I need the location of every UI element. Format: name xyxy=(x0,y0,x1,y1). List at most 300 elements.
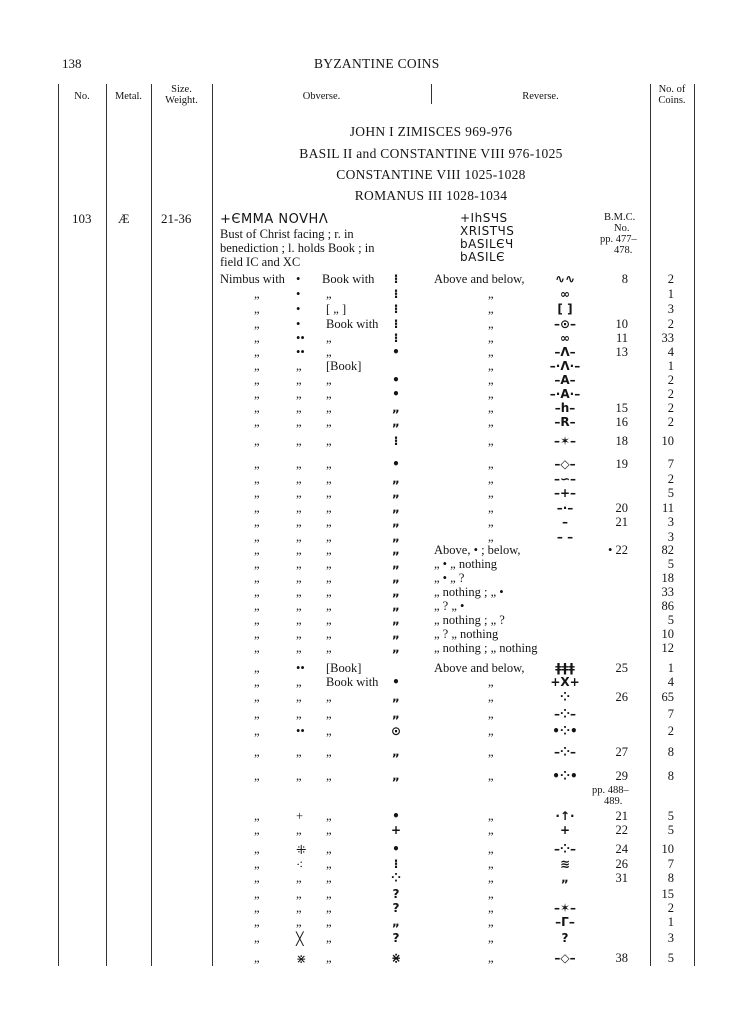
reverse-legend: bASILЄЧ xyxy=(460,237,514,251)
bmc-number: 16 xyxy=(615,415,628,429)
bmc-note: B.M.C. xyxy=(604,212,636,223)
coin-count: 2 xyxy=(667,415,674,429)
reverse-symbol: –✶– xyxy=(553,901,577,915)
section-title: JOHN I ZIMISCES 969-976 xyxy=(349,124,513,139)
reverse-description: „ • „ nothing xyxy=(434,557,498,571)
bmc-number: 11 xyxy=(615,331,628,345)
coin-count: 2 xyxy=(667,317,674,331)
obverse-nimbus-mark: „ xyxy=(296,434,302,448)
ditto-mark: „ xyxy=(488,415,494,429)
coin-count: 7 xyxy=(667,857,674,871)
obverse-nimbus-mark: „ xyxy=(296,627,302,641)
ditto-mark: „ xyxy=(254,515,260,529)
obverse-book-mark: „ xyxy=(392,599,400,613)
obverse-book-mark: ? xyxy=(392,901,400,915)
obverse-book-label: Book with xyxy=(322,272,375,286)
coin-count: 5 xyxy=(667,809,674,823)
obverse-nimbus-mark: „ xyxy=(296,871,302,885)
obverse-book-mark: ⁝ xyxy=(393,857,399,871)
obverse-book-mark: • xyxy=(392,345,400,359)
bmc-number: 26 xyxy=(615,690,628,704)
ditto-mark: „ xyxy=(254,501,260,515)
reverse-symbol: ∞ xyxy=(560,287,570,301)
obverse-book-mark: „ xyxy=(392,530,400,544)
ditto-mark: „ xyxy=(488,434,494,448)
ditto-mark: „ xyxy=(254,901,260,915)
obverse-book-mark: ⊙ xyxy=(390,724,402,738)
ditto-mark: „ xyxy=(254,387,260,401)
bmc-number: 18 xyxy=(615,434,628,448)
ditto-mark: „ xyxy=(254,302,260,316)
obverse-nimbus-mark: „ xyxy=(296,543,302,557)
obverse-nimbus-mark: „ xyxy=(296,599,302,613)
obverse-description: Bust of Christ facing ; r. in xyxy=(220,227,354,241)
bmc-number: • 22 xyxy=(607,543,628,557)
col-line-coins xyxy=(650,84,651,966)
bmc-number: 26 xyxy=(615,857,628,871)
obverse-nimbus-mark: „ xyxy=(296,515,302,529)
section-title: ROMANUS III 1028-1034 xyxy=(354,188,508,203)
reverse-symbol: – xyxy=(562,515,568,529)
ditto-mark: „ xyxy=(254,823,260,837)
obverse-book-label: „ xyxy=(326,530,332,544)
reverse-symbol: –Α– xyxy=(554,373,576,387)
bmc-number: 8 xyxy=(621,272,628,286)
obverse-nimbus-mark: ╳ xyxy=(296,932,304,946)
col-header-metal: Metal. xyxy=(114,91,143,102)
coin-count: 1 xyxy=(667,915,674,929)
obverse-book-mark: „ xyxy=(392,557,400,571)
col-line-size xyxy=(151,84,152,966)
obverse-book-label: „ xyxy=(326,641,332,655)
col-header-size: Size. Weight. xyxy=(165,84,198,106)
obverse-book-mark: • xyxy=(392,842,400,856)
reverse-symbol: •⁘• xyxy=(552,769,578,783)
coin-count: 2 xyxy=(667,272,674,286)
ditto-mark: „ xyxy=(254,434,260,448)
obverse-nimbus-mark: „ xyxy=(296,915,302,929)
ditto-mark: „ xyxy=(254,613,260,627)
coin-count: 3 xyxy=(667,515,674,529)
reverse-legend: bASILЄ xyxy=(460,250,506,264)
ditto-mark: „ xyxy=(254,359,260,373)
ditto-mark: „ xyxy=(254,543,260,557)
bmc-number: 25 xyxy=(615,661,628,675)
obverse-nimbus-mark: • xyxy=(296,287,301,301)
coin-count: 8 xyxy=(667,871,674,885)
ditto-mark: „ xyxy=(488,401,494,415)
ditto-mark: „ xyxy=(488,345,494,359)
coin-count: 12 xyxy=(661,641,674,655)
obverse-book-label: „ xyxy=(326,871,332,885)
col-line-metal xyxy=(106,84,107,966)
bmc-number: 19 xyxy=(615,457,628,471)
coin-count: 3 xyxy=(667,530,674,544)
obverse-nimbus-mark: • xyxy=(296,272,301,286)
ditto-mark: „ xyxy=(254,857,260,871)
obverse-book-mark: + xyxy=(390,823,402,837)
obverse-book-label: [ „ ] xyxy=(326,302,347,316)
ditto-mark: „ xyxy=(488,690,494,704)
ditto-mark: „ xyxy=(488,724,494,738)
obverse-book-label: „ xyxy=(326,724,332,738)
coin-count: 4 xyxy=(667,345,674,359)
obverse-nimbus-mark: „ xyxy=(296,472,302,486)
bmc-note: 489. xyxy=(604,796,623,807)
obverse-book-label: „ xyxy=(326,707,332,721)
coin-count: 8 xyxy=(667,769,674,783)
obverse-book-label: „ xyxy=(326,345,332,359)
obverse-book-mark: „ xyxy=(392,401,400,415)
ditto-mark: „ xyxy=(254,915,260,929)
coin-count: 7 xyxy=(667,457,674,471)
reverse-symbol: –·Λ·– xyxy=(549,359,581,373)
obverse-nimbus-mark: „ xyxy=(296,901,302,915)
bmc-number: 31 xyxy=(615,871,628,885)
ditto-mark: „ xyxy=(254,331,260,345)
obverse-book-mark: • xyxy=(392,373,400,387)
ditto-mark: „ xyxy=(488,387,494,401)
obverse-book-mark: „ xyxy=(392,641,400,655)
obverse-book-label: „ xyxy=(326,857,332,871)
reverse-description: „ ? „ nothing xyxy=(434,627,499,641)
coin-count: 10 xyxy=(661,627,674,641)
reverse-description: „ • „ ? xyxy=(434,571,465,585)
obverse-book-mark: „ xyxy=(392,690,400,704)
ditto-mark: „ xyxy=(254,317,260,331)
obverse-nimbus-mark: •• xyxy=(296,331,305,345)
reverse-symbol: –◇– xyxy=(554,951,576,965)
obverse-book-label: „ xyxy=(326,627,332,641)
ditto-mark: „ xyxy=(254,675,260,689)
obverse-nimbus-mark: „ xyxy=(296,557,302,571)
ditto-mark: „ xyxy=(254,585,260,599)
obverse-book-label: „ xyxy=(326,401,332,415)
col-header-reverse: Reverse. xyxy=(522,91,559,102)
obverse-book-mark: • xyxy=(392,675,400,689)
obverse-book-label: „ xyxy=(326,501,332,515)
obverse-book-mark: „ xyxy=(392,769,400,783)
coin-count: 1 xyxy=(667,287,674,301)
ditto-mark: „ xyxy=(254,842,260,856)
obverse-nimbus-mark: „ xyxy=(296,387,302,401)
obverse-book-mark: ? xyxy=(392,931,400,945)
coin-count: 15 xyxy=(661,887,674,901)
ditto-mark: „ xyxy=(254,287,260,301)
bmc-number: 10 xyxy=(615,317,628,331)
obverse-nimbus-mark: „ xyxy=(296,585,302,599)
obverse-book-mark: „ xyxy=(392,571,400,585)
coin-count: 7 xyxy=(667,707,674,721)
obverse-book-mark: „ xyxy=(392,627,400,641)
obverse-nimbus-mark: • xyxy=(296,302,301,316)
obverse-book-mark: „ xyxy=(392,501,400,515)
bmc-note: 478. xyxy=(614,245,633,256)
ditto-mark: „ xyxy=(254,530,260,544)
reverse-symbol: –✶– xyxy=(553,434,577,448)
reverse-description: „ nothing ; „ ? xyxy=(434,613,505,627)
reverse-symbol: +X+ xyxy=(550,675,580,689)
obverse-book-label: „ xyxy=(326,613,332,627)
ditto-mark: „ xyxy=(488,842,494,856)
coin-count: 86 xyxy=(661,599,674,613)
obverse-book-label: „ xyxy=(326,557,332,571)
bmc-number: 29 xyxy=(615,769,628,783)
ditto-mark: „ xyxy=(254,931,260,945)
obverse-book-label: „ xyxy=(326,931,332,945)
reverse-symbol: –∽– xyxy=(553,472,577,486)
ditto-mark: „ xyxy=(254,627,260,641)
bmc-number: 13 xyxy=(615,345,628,359)
ditto-mark: „ xyxy=(488,287,494,301)
obverse-book-mark: ⁝ xyxy=(393,434,399,448)
coin-count: 33 xyxy=(661,585,674,599)
coin-count: 1 xyxy=(667,359,674,373)
reverse-symbol: ∞ xyxy=(560,331,570,345)
coin-count: 4 xyxy=(667,675,674,689)
ditto-mark: „ xyxy=(488,501,494,515)
ditto-mark: „ xyxy=(488,901,494,915)
bmc-number: 21 xyxy=(615,809,628,823)
bmc-number: 24 xyxy=(615,842,628,856)
obverse-nimbus-mark: „ xyxy=(296,401,302,415)
reverse-symbol: [ ] xyxy=(557,302,573,316)
obverse-book-label: „ xyxy=(326,331,332,345)
ditto-mark: „ xyxy=(254,472,260,486)
obverse-book-mark: ⁝ xyxy=(393,272,399,286)
obverse-book-mark: ⁝ xyxy=(393,331,399,345)
coin-count: 5 xyxy=(667,557,674,571)
obverse-book-label: „ xyxy=(326,887,332,901)
ditto-mark: „ xyxy=(488,809,494,823)
reverse-symbol: ǂǂǂ xyxy=(555,661,575,675)
ditto-mark: „ xyxy=(488,675,494,689)
bmc-number: 38 xyxy=(615,951,628,965)
ditto-mark: „ xyxy=(488,931,494,945)
reverse-symbol: –Γ– xyxy=(555,915,575,929)
reverse-symbol: –h– xyxy=(554,401,576,415)
ditto-mark: „ xyxy=(254,871,260,885)
col-header-coins: No. of Coins. xyxy=(658,84,686,106)
bmc-number: 20 xyxy=(615,501,628,515)
entry-number: 103 xyxy=(72,211,92,226)
obverse-nimbus-mark: ⋇ xyxy=(296,952,307,966)
obverse-nimbus-mark: „ xyxy=(296,501,302,515)
ditto-mark: „ xyxy=(254,641,260,655)
obverse-book-label: Book with xyxy=(326,675,379,689)
obverse-book-label: „ xyxy=(326,951,332,965)
reverse-symbol: –Λ– xyxy=(554,345,576,359)
ditto-mark: „ xyxy=(254,571,260,585)
obverse-book-label: [Book] xyxy=(326,661,362,675)
entry-size: 21-36 xyxy=(161,211,192,226)
obverse-book-mark: ? xyxy=(392,887,400,901)
obverse-book-mark: ⁝ xyxy=(393,317,399,331)
obverse-nimbus-mark: „ xyxy=(296,613,302,627)
obverse-book-mark: ⋇ xyxy=(390,951,402,965)
reverse-symbol: –⁘– xyxy=(553,745,577,759)
coin-count: 65 xyxy=(661,690,674,704)
obverse-nimbus-mark: „ xyxy=(296,690,302,704)
reverse-symbol: ≋ xyxy=(559,857,571,871)
obverse-book-label: „ xyxy=(326,690,332,704)
reverse-symbol: – – xyxy=(556,530,574,544)
coin-count: 2 xyxy=(667,401,674,415)
coin-count: 5 xyxy=(667,613,674,627)
obverse-book-label: „ xyxy=(326,434,332,448)
coin-count: 10 xyxy=(661,434,674,448)
col-line-left xyxy=(58,84,59,966)
col-header-no: No. xyxy=(74,91,90,102)
obverse-description: benediction ; l. holds Book ; in xyxy=(220,241,375,255)
obverse-book-mark: „ xyxy=(392,486,400,500)
obverse-nimbus-mark: „ xyxy=(296,641,302,655)
obverse-book-label: „ xyxy=(326,387,332,401)
reverse-symbol: „ xyxy=(561,871,569,885)
ditto-mark: „ xyxy=(254,690,260,704)
obverse-book-label: „ xyxy=(326,515,332,529)
bmc-number: 22 xyxy=(615,823,628,837)
obverse-nimbus-mark: „ xyxy=(296,769,302,783)
obverse-book-label: „ xyxy=(326,599,332,613)
obverse-book-label: „ xyxy=(326,373,332,387)
coin-count: 8 xyxy=(667,745,674,759)
col-header-obverse: Obverse. xyxy=(302,91,341,102)
obverse-nimbus-mark: „ xyxy=(296,530,302,544)
coin-count: 3 xyxy=(667,931,674,945)
col-line-right xyxy=(694,84,695,966)
obverse-nimbus-mark: „ xyxy=(296,457,302,471)
obverse-book-label: „ xyxy=(326,543,332,557)
obverse-book-mark: „ xyxy=(392,472,400,486)
ditto-mark: „ xyxy=(254,557,260,571)
obverse-nimbus-mark: ⁜ xyxy=(296,843,307,857)
bmc-number: 21 xyxy=(615,515,628,529)
obverse-nimbus-mark: „ xyxy=(296,823,302,837)
reverse-symbol: –·Α·– xyxy=(549,387,581,401)
obverse-book-label: „ xyxy=(326,823,332,837)
ditto-mark: „ xyxy=(254,373,260,387)
obverse-book-mark: • xyxy=(392,809,400,823)
obverse-book-mark: „ xyxy=(392,745,400,759)
reverse-symbol: –+– xyxy=(553,486,577,500)
reverse-symbol: –⁘– xyxy=(553,842,577,856)
obverse-nimbus-mark: „ xyxy=(296,571,302,585)
ditto-mark: „ xyxy=(254,887,260,901)
bmc-number: 27 xyxy=(615,745,628,759)
ditto-mark: „ xyxy=(488,823,494,837)
obverse-book-mark: „ xyxy=(392,415,400,429)
obverse-book-mark: „ xyxy=(392,915,400,929)
ditto-mark: „ xyxy=(254,599,260,613)
ditto-mark: „ xyxy=(254,724,260,738)
obverse-book-label: „ xyxy=(326,769,332,783)
ditto-mark: „ xyxy=(254,809,260,823)
coin-count: 2 xyxy=(667,901,674,915)
ditto-mark: „ xyxy=(488,373,494,387)
ditto-mark: „ xyxy=(254,486,260,500)
obverse-legend: +ЄMMA NOVHΛ xyxy=(220,212,329,227)
obverse-book-mark: „ xyxy=(392,613,400,627)
obverse-nimbus-mark: „ xyxy=(296,745,302,759)
obverse-book-label: „ xyxy=(326,571,332,585)
coin-count: 5 xyxy=(667,486,674,500)
obverse-book-label: „ xyxy=(326,472,332,486)
ditto-mark: „ xyxy=(254,401,260,415)
reverse-symbol: –R– xyxy=(554,415,576,429)
reverse-legend: +IhSЧS xyxy=(460,211,508,225)
reverse-description: „ ? „ • xyxy=(434,599,465,613)
obverse-book-mark: „ xyxy=(392,543,400,557)
reverse-description: Above and below, xyxy=(434,661,525,675)
bmc-note: pp. 488– xyxy=(592,785,629,796)
coin-count: 10 xyxy=(661,842,674,856)
obverse-book-label: [Book] xyxy=(326,359,362,373)
page-number: 138 xyxy=(62,56,82,71)
obverse-book-label: „ xyxy=(326,901,332,915)
coin-count: 2 xyxy=(667,373,674,387)
reverse-symbol: + xyxy=(559,823,571,837)
obverse-nimbus-mark: •• xyxy=(296,724,305,738)
obverse-nimbus-mark: ⁖ xyxy=(296,858,304,872)
reverse-symbol: ? xyxy=(561,931,569,945)
obverse-nimbus-mark: „ xyxy=(296,675,302,689)
ditto-mark: „ xyxy=(488,486,494,500)
ditto-mark: „ xyxy=(488,915,494,929)
coin-count: 2 xyxy=(667,724,674,738)
obverse-book-label: „ xyxy=(326,486,332,500)
obverse-nimbus-mark: • xyxy=(296,317,301,331)
obverse-nimbus-mark: „ xyxy=(296,707,302,721)
coin-count: 5 xyxy=(667,951,674,965)
coin-count: 3 xyxy=(667,302,674,316)
ditto-mark: „ xyxy=(488,515,494,529)
obverse-book-label: „ xyxy=(326,745,332,759)
ditto-mark: „ xyxy=(254,745,260,759)
entry-metal: Æ xyxy=(118,211,130,226)
section-title: CONSTANTINE VIII 1025-1028 xyxy=(336,167,526,182)
obverse-book-label: Book with xyxy=(326,317,379,331)
bmc-note: pp. 477– xyxy=(600,234,637,245)
ditto-mark: „ xyxy=(488,457,494,471)
coin-count: 11 xyxy=(661,501,674,515)
obverse-book-label: „ xyxy=(326,287,332,301)
ditto-mark: „ xyxy=(488,472,494,486)
ditto-mark: „ xyxy=(488,359,494,373)
obverse-book-label: „ xyxy=(326,842,332,856)
reverse-description: Above, • ; below, xyxy=(434,543,521,557)
ditto-mark: „ xyxy=(254,707,260,721)
reverse-symbol: ⁘ xyxy=(559,690,571,704)
coin-count: 18 xyxy=(661,571,674,585)
obverse-book-mark: • xyxy=(392,387,400,401)
obverse-book-mark: „ xyxy=(392,515,400,529)
ditto-mark: „ xyxy=(254,345,260,359)
reverse-description: „ nothing ; „ • xyxy=(434,585,504,599)
obverse-nimbus-mark: „ xyxy=(296,486,302,500)
reverse-description: „ nothing ; „ nothing xyxy=(434,641,538,655)
bmc-note: No. xyxy=(614,223,630,234)
obverse-nimbus-mark: „ xyxy=(296,887,302,901)
reverse-symbol: •⁘• xyxy=(552,724,578,738)
reverse-symbol: –·– xyxy=(556,501,574,515)
coin-count: 2 xyxy=(667,387,674,401)
section-title: BASIL II and CONSTANTINE VIII 976-1025 xyxy=(299,146,563,161)
obverse-book-mark: ⁝ xyxy=(393,302,399,316)
reverse-symbol: –⊙– xyxy=(553,317,577,331)
obverse-book-mark: „ xyxy=(392,585,400,599)
obverse-nimbus-mark: + xyxy=(296,809,304,823)
